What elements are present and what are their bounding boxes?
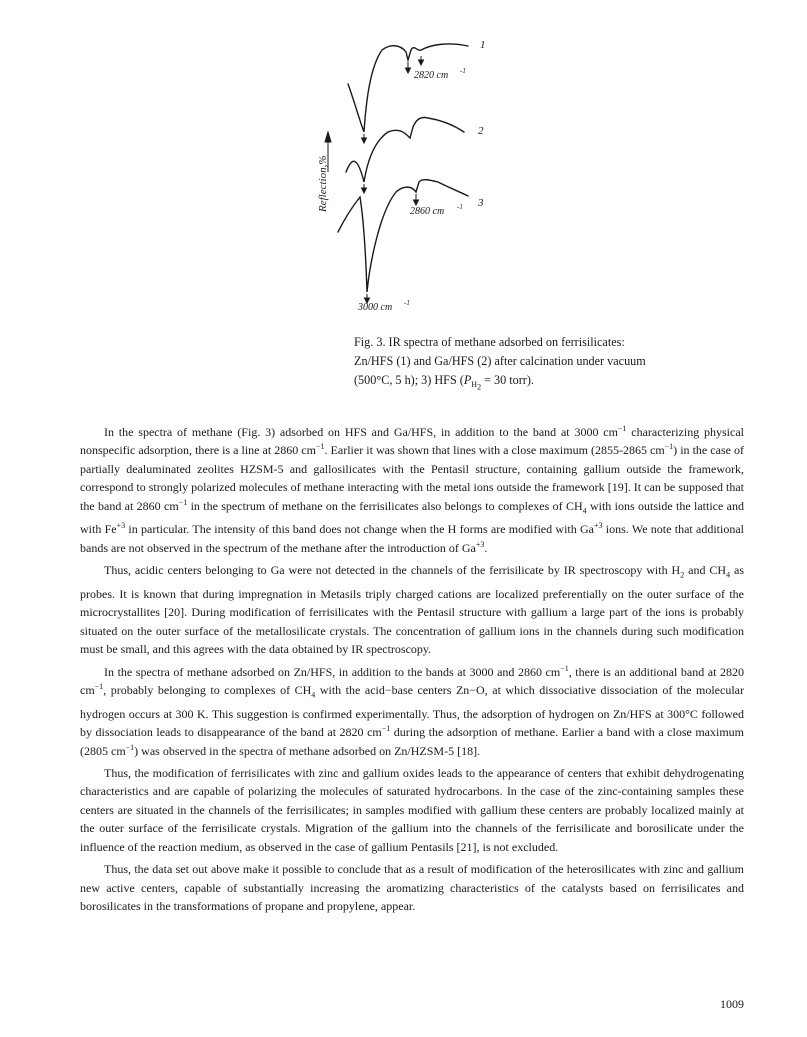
marker-2820-upper-arrowhead (419, 60, 424, 65)
paragraph-3: In the spectra of methane adsorbed on Zn/HFS, in addition to the bands at 3000 and 2860 $cm^{-1}$, there is an additional band at 2820 $cm^{-1}$, probably belonging to complexes of $CH_4$ with the acid−base centers Zn−O, at which dissociative dissociation of the molecular hydrogen occurs at 300 K. This suggestion is confirmed experimentally. Thus, the adsorption of hydrogen on Zn/HFS at 300°C followed by dissociation leads to disappearance of the band at 2820 $cm^{-1}$ during the adsorption of methane. Earlier a band with a close maximum (2805 $cm^{-1}$) was observed in the spectra of methane adsorbed on Zn/HZSM-5 [18]. (80, 663, 744, 758)
y-axis-label: Reflection,% (317, 155, 329, 212)
band-label-2820: 2820 cm (414, 70, 449, 81)
paragraph-1: In the spectra of methane (Fig. 3) adsorbed on HFS and Ga/HFS, in addition to the band at 3000 $cm^{-1}$ characterizing physical nonspecific adsorption, there is a line at 2860 $cm^{-1}$. Earlier it was shown that lines with a close maximum (2855-2865 $cm^{-1}$) in the case of partially dealuminated zeolites HZSM-5 and gallosilicates with the Pentasil structure, containing gallium outside the framework, correspond to strongly polarized molecules of methane interacting with the metal ions outside the framework [19]. It can be supposed that the band at 2860 $cm^{-1}$ in the spectrum of methane on the ferrisilicates also belongs to complexes of $CH_4$ with ions outside the lattice and with $Fe^{+3}$ in particular. The intensity of this band does not change when the H forms are modified with $Ga^{+3}$ ions. We note that additional bands are not observed in the spectrum of the methane after the introduction of $Ga^{+3}$. (80, 424, 745, 555)
curve-label-2: 2 (478, 125, 484, 137)
caption-line-1: Fig. 3. IR spectra of methane adsorbed on ferrisilicates: (354, 335, 625, 349)
page-number: 1009 (720, 997, 744, 1011)
paragraph-4: Thus, the modification of ferrisilicates with zinc and gallium oxides leads to the appearance of centers that exhibit dehydrogenating characteristics and are capable of polarizing the molecules of saturated hydrocarbons. In the case of the zinc-containing samples these centers are situated in the channels of the ferrisilicates; in samples modified with gallium these centers are probably localized mainly at the outer surface of the ferrisilicate crystals. Migration of the gallium into the channels of the ferrisilicate and borosilicate under the influence of the reaction medium, as observed in the case of gallium Pentasils [21], is not excluded. (80, 766, 744, 854)
band-label-2820-exp: -1 (460, 67, 466, 75)
curve-label-3: 3 (478, 197, 484, 209)
article-body (80, 423, 744, 919)
marker-2860-arrowhead (414, 200, 419, 205)
band-label-2860-exp: -1 (457, 203, 463, 211)
band-label-3000-exp: -1 (404, 299, 410, 307)
caption-line-2: Zn/HFS (1) and Ga/HFS (2) after calcination under vacuum (354, 354, 646, 368)
marker-3000-arrowhead-a (362, 138, 367, 143)
axis-arrowhead (325, 132, 331, 142)
curve-label-1: 1 (480, 39, 486, 51)
marker-3000-arrowhead-b (362, 188, 367, 193)
ir-spectra-figure (300, 22, 530, 322)
spectrum-curve-3 (338, 180, 468, 292)
figure-caption (354, 333, 674, 397)
marker-2820-arrowhead (406, 68, 411, 73)
caption-line-3: (500°C, 5 h); 3) HFS ($P_{H_2} = 30$ torr). (354, 373, 534, 393)
band-label-2860: 2860 cm (410, 206, 445, 217)
paragraph-2: Thus, acidic centers belonging to Ga were not detected in the channels of the ferrisilicate by IR spectroscopy with $H_2$ and $CH_4$ as probes. It is known that during impregnation in Metasils triply charged cations are localized preferentially on the outer surface of the microcrystallites [20]. During modification of ferrisilicates with the Pentasil structure with gallium a large part of the ions is probably situated on the outer surface of the metallosilicate crystals. The concentration of gallium ions in the channels during such modification must be small, and this agrees with the data obtained by IR spectroscopy. (80, 563, 745, 657)
band-label-3000: 3000 cm (358, 302, 393, 313)
spectrum-curve-1 (348, 44, 468, 132)
ir-spectra-plot (300, 22, 530, 322)
paragraph-5: Thus, the data set out above make it possible to conclude that as a result of modification of the heterosilicates with zinc and gallium new active centers, capable of substantially increasing the aromatizing characteristics of the catalysts based on ferrisilicates and borosilicates in the transformations of propane and propylene, appear. (80, 862, 744, 913)
